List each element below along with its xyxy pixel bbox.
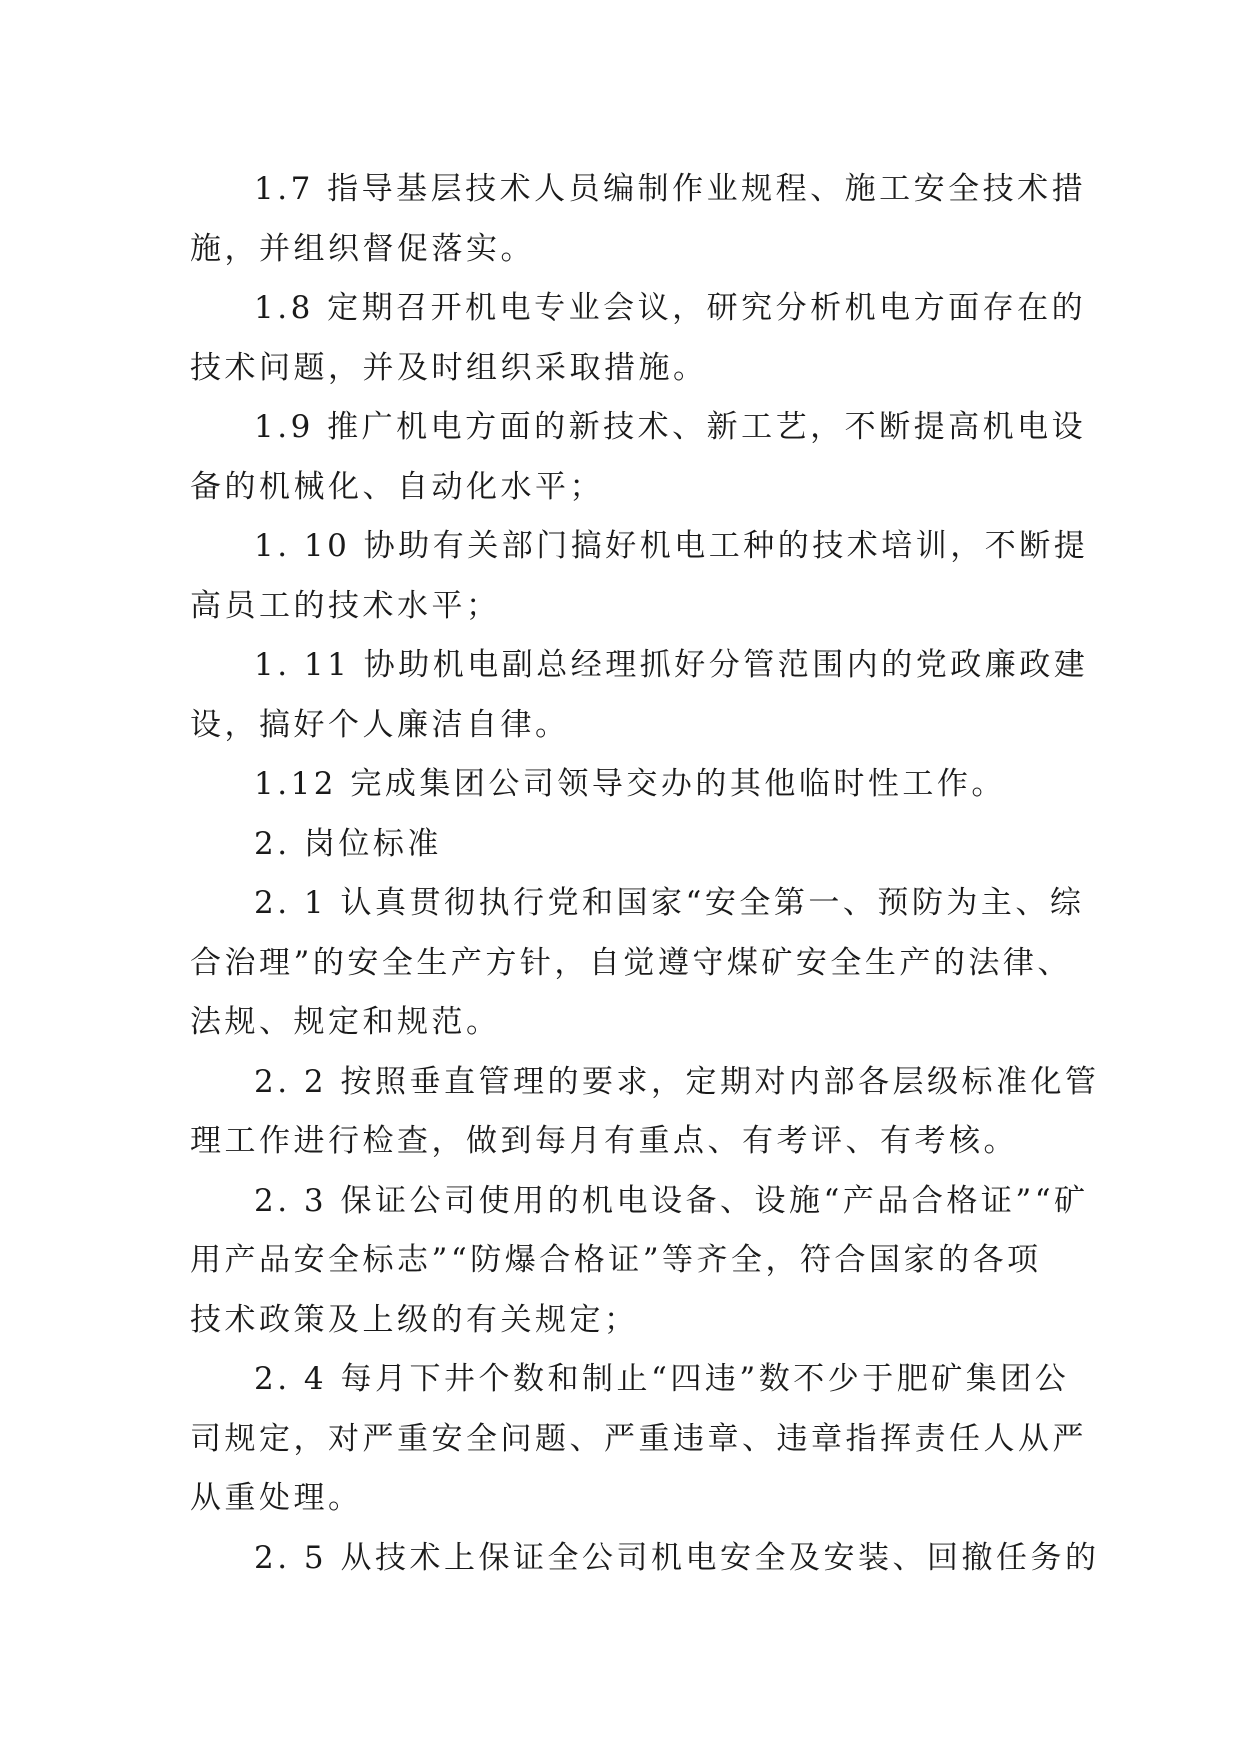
paragraph-line: 1. 11 协助机电副总经理抓好分管范围内的党政廉政建 — [254, 647, 1089, 683]
paragraph-line: 2. 4 每月下井个数和制止“四违”数不少于肥矿集团公 — [254, 1361, 1070, 1397]
paragraph-line: 2. 5 从技术上保证全公司机电安全及安装、回撤任务的 — [254, 1539, 1100, 1576]
paragraph-line: 1.8 定期召开机电专业会议，研究分析机电方面存在的 — [254, 290, 1087, 326]
paragraph-line: 1.12 完成集团公司领导交办的其他临时性工作。 — [254, 766, 1006, 802]
paragraph-line: 技术问题，并及时组织采取措施。 — [190, 349, 708, 386]
document-body — [190, 160, 1100, 1588]
paragraph-line: 司规定，对严重安全问题、严重违章、违章指挥责任人从严 — [190, 1420, 1087, 1457]
paragraph-line: 2. 2 按照垂直管理的要求，定期对内部各层级标准化管 — [254, 1063, 1100, 1100]
paragraph-line: 设，搞好个人廉洁自律。 — [190, 706, 570, 743]
paragraph-line: 法规、规定和规范。 — [190, 1004, 501, 1040]
paragraph-line: 2. 3 保证公司使用的机电设备、设施“产品合格证”“矿 — [254, 1182, 1089, 1219]
paragraph-line: 用产品安全标志”“防爆合格证”等齐全，符合国家的各项 — [190, 1242, 1042, 1278]
paragraph-line: 从重处理。 — [190, 1480, 363, 1516]
paragraph-line: 1.7 指导基层技术人员编制作业规程、施工安全技术措 — [254, 171, 1087, 207]
paragraph-line: 2. 1 认真贯彻执行党和国家“安全第一、预防为主、综 — [254, 885, 1085, 921]
paragraph-line: 技术政策及上级的有关规定； — [190, 1301, 639, 1338]
paragraph-line: 1. 10 协助有关部门搞好机电工种的技术培训，不断提 — [254, 528, 1089, 564]
paragraph-line: 高员工的技术水平； — [190, 587, 501, 624]
paragraph-line: 理工作进行检查，做到每月有重点、有考评、有考核。 — [190, 1123, 1018, 1159]
paragraph-line: 合治理”的安全生产方针，自觉遵守煤矿安全生产的法律、 — [190, 944, 1072, 981]
paragraph-line: 1.9 推广机电方面的新技术、新工艺，不断提高机电设 — [254, 409, 1087, 445]
paragraph-line: 施，并组织督促落实。 — [190, 230, 535, 267]
paragraph-line: 备的机械化、自动化水平； — [190, 468, 604, 505]
section-heading: 2. 岗位标准 — [254, 825, 442, 862]
